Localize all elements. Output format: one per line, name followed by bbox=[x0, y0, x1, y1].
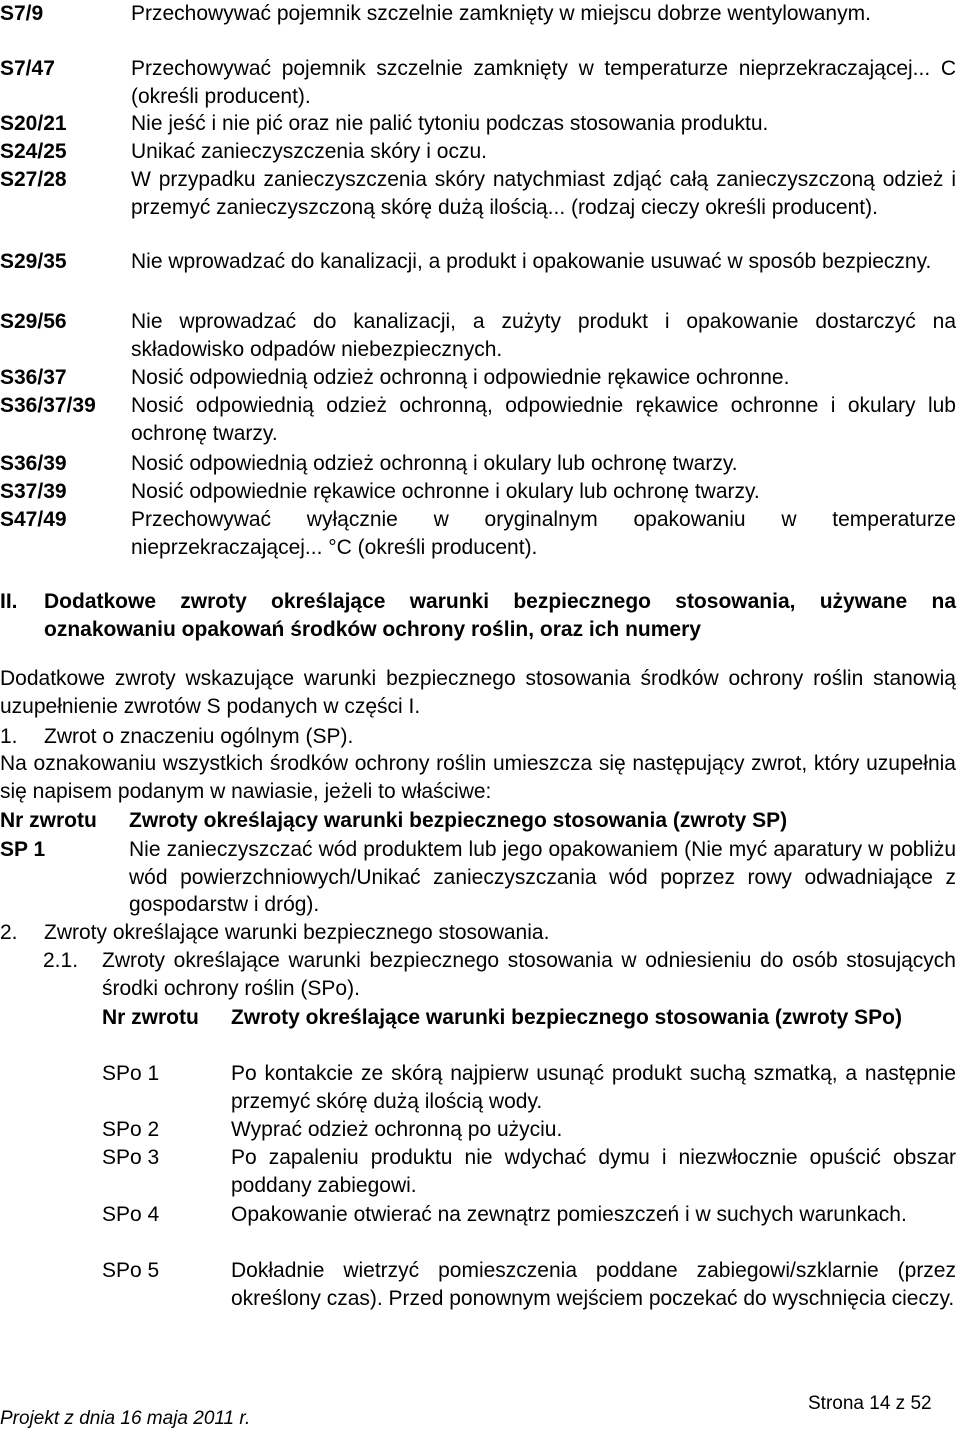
s-phrase-code: S36/39 bbox=[0, 452, 67, 475]
item1-paragraph: Na oznakowaniu wszystkich środków ochrony roślin umieszcza się następujący zwrot, który uzupełnia się napisem podanym w nawiasie, jeżeli to właściwe: bbox=[0, 752, 956, 803]
spo-row-text: Wyprać odzież ochronną po użyciu. bbox=[231, 1118, 563, 1141]
intro-paragraph: Dodatkowe zwroty wskazujące warunki bezpiecznego stosowania środków ochrony roślin stanowią uzupełnienie zwrotów S podanych w części I. bbox=[0, 667, 956, 718]
s-phrase-code: S37/39 bbox=[0, 480, 67, 503]
sp-header-text: Zwroty określający warunki bezpiecznego stosowania (zwroty SP) bbox=[129, 809, 788, 832]
sp-header-code: Nr zwrotu bbox=[0, 809, 97, 832]
section-number: II. bbox=[0, 590, 18, 613]
s-phrase-text: W przypadku zanieczyszczenia skóry natychmiast zdjąć całą zanieczyszczoną odzież i przemyć zanieczyszczoną skórę dużą ilością... (rodzaj cieczy określi producent). bbox=[131, 168, 956, 219]
s-phrase-code: S36/37/39 bbox=[0, 394, 96, 417]
spo-row-text: Dokładnie wietrzyć pomieszczenia poddane zabiegowi/szklarnie (przez określony czas). Przed ponownym wejściem poczekać do wyschnięcia cieczy. bbox=[231, 1259, 956, 1310]
s-phrase-code: S27/28 bbox=[0, 168, 67, 191]
s-phrase-text: Nie jeść i nie pić oraz nie palić tytoniu podczas stosowania produktu. bbox=[131, 112, 769, 135]
s-phrase-code: S47/49 bbox=[0, 508, 67, 531]
page-number: Strona 14 z 52 bbox=[808, 1393, 932, 1414]
s-phrase-code: S29/56 bbox=[0, 310, 67, 333]
spo-row-code: SPo 3 bbox=[102, 1146, 160, 1169]
spo-row-code: SPo 5 bbox=[102, 1259, 160, 1282]
item-text: Zwroty określające warunki bezpiecznego stosowania. bbox=[44, 921, 550, 944]
section-title: Dodatkowe zwroty określające warunki bezpiecznego stosowania, używane na oznakowaniu opakowań środków ochrony roślin, oraz ich numery bbox=[44, 590, 956, 641]
s-phrase-code: S20/21 bbox=[0, 112, 67, 135]
s-phrase-text: Unikać zanieczyszczenia skóry i oczu. bbox=[131, 140, 487, 163]
spo-row-code: SPo 2 bbox=[102, 1118, 160, 1141]
spo-row-text: Opakowanie otwierać na zewnątrz pomieszczeń i w suchych warunkach. bbox=[231, 1203, 907, 1226]
s-phrase-text: Nosić odpowiednią odzież ochronną i okulary lub ochronę twarzy. bbox=[131, 452, 738, 475]
s-phrase-text: Nosić odpowiednie rękawice ochronne i okulary lub ochronę twarzy. bbox=[131, 480, 760, 503]
s-phrase-text: Przechowywać pojemnik szczelnie zamknięty w temperaturze nieprzekraczającej... C (określi producent). bbox=[131, 57, 956, 108]
spo-row-code: SPo 1 bbox=[102, 1062, 160, 1085]
spo-row-text: Po zapaleniu produktu nie wdychać dymu i niezwłocznie opuścić obszar poddany zabiegowi. bbox=[231, 1146, 956, 1197]
s-phrase-code: S24/25 bbox=[0, 140, 67, 163]
s-phrase-code: S36/37 bbox=[0, 366, 67, 389]
item-text: Zwrot o znaczeniu ogólnym (SP). bbox=[44, 725, 354, 748]
item-number: 2. bbox=[0, 921, 18, 944]
sp-row-code: SP 1 bbox=[0, 838, 46, 861]
s-phrase-text: Nosić odpowiednią odzież ochronną, odpowiednie rękawice ochronne i okulary lub ochronę twarzy. bbox=[131, 394, 956, 445]
s-phrase-text: Przechowywać wyłącznie w oryginalnym opakowaniu w temperaturze nieprzekraczającej... °C (określi producent). bbox=[131, 508, 956, 559]
s-phrase-code: S29/35 bbox=[0, 250, 67, 273]
spo-row-text: Po kontakcie ze skórą najpierw usunąć produkt suchą szmatką, a następnie przemyć skórę dużą ilością wody. bbox=[231, 1062, 956, 1113]
s-phrase-code: S7/47 bbox=[0, 57, 55, 80]
item-number: 2.1. bbox=[43, 949, 79, 972]
s-phrase-text: Nie wprowadzać do kanalizacji, a zużyty produkt i opakowanie dostarczyć na składowisko odpadów niebezpiecznych. bbox=[131, 310, 956, 361]
s-phrase-text: Przechowywać pojemnik szczelnie zamknięty w miejscu dobrze wentylowanym. bbox=[131, 2, 871, 25]
spo-header-code: Nr zwrotu bbox=[102, 1006, 199, 1029]
sp-row-text: Nie zanieczyszczać wód produktem lub jego opakowaniem (Nie myć aparatury w pobliżu wód powierzchniowych/Unikać zanieczyszczania wód poprzez rowy odwadniające z gospodarstw i dróg). bbox=[129, 838, 956, 916]
item-text: Zwroty określające warunki bezpiecznego stosowania w odniesieniu do osób stosujących środki ochrony roślin (SPo). bbox=[102, 949, 956, 1000]
spo-header-text: Zwroty określające warunki bezpiecznego stosowania (zwroty SPo) bbox=[231, 1006, 903, 1029]
project-date: Projekt z dnia 16 maja 2011 r. bbox=[0, 1408, 251, 1429]
s-phrase-text: Nosić odpowiednią odzież ochronną i odpowiednie rękawice ochronne. bbox=[131, 366, 790, 389]
s-phrase-code: S7/9 bbox=[0, 2, 44, 25]
spo-row-code: SPo 4 bbox=[102, 1203, 160, 1226]
item-number: 1. bbox=[0, 725, 18, 748]
s-phrase-text: Nie wprowadzać do kanalizacji, a produkt i opakowanie usuwać w sposób bezpieczny. bbox=[131, 250, 932, 273]
